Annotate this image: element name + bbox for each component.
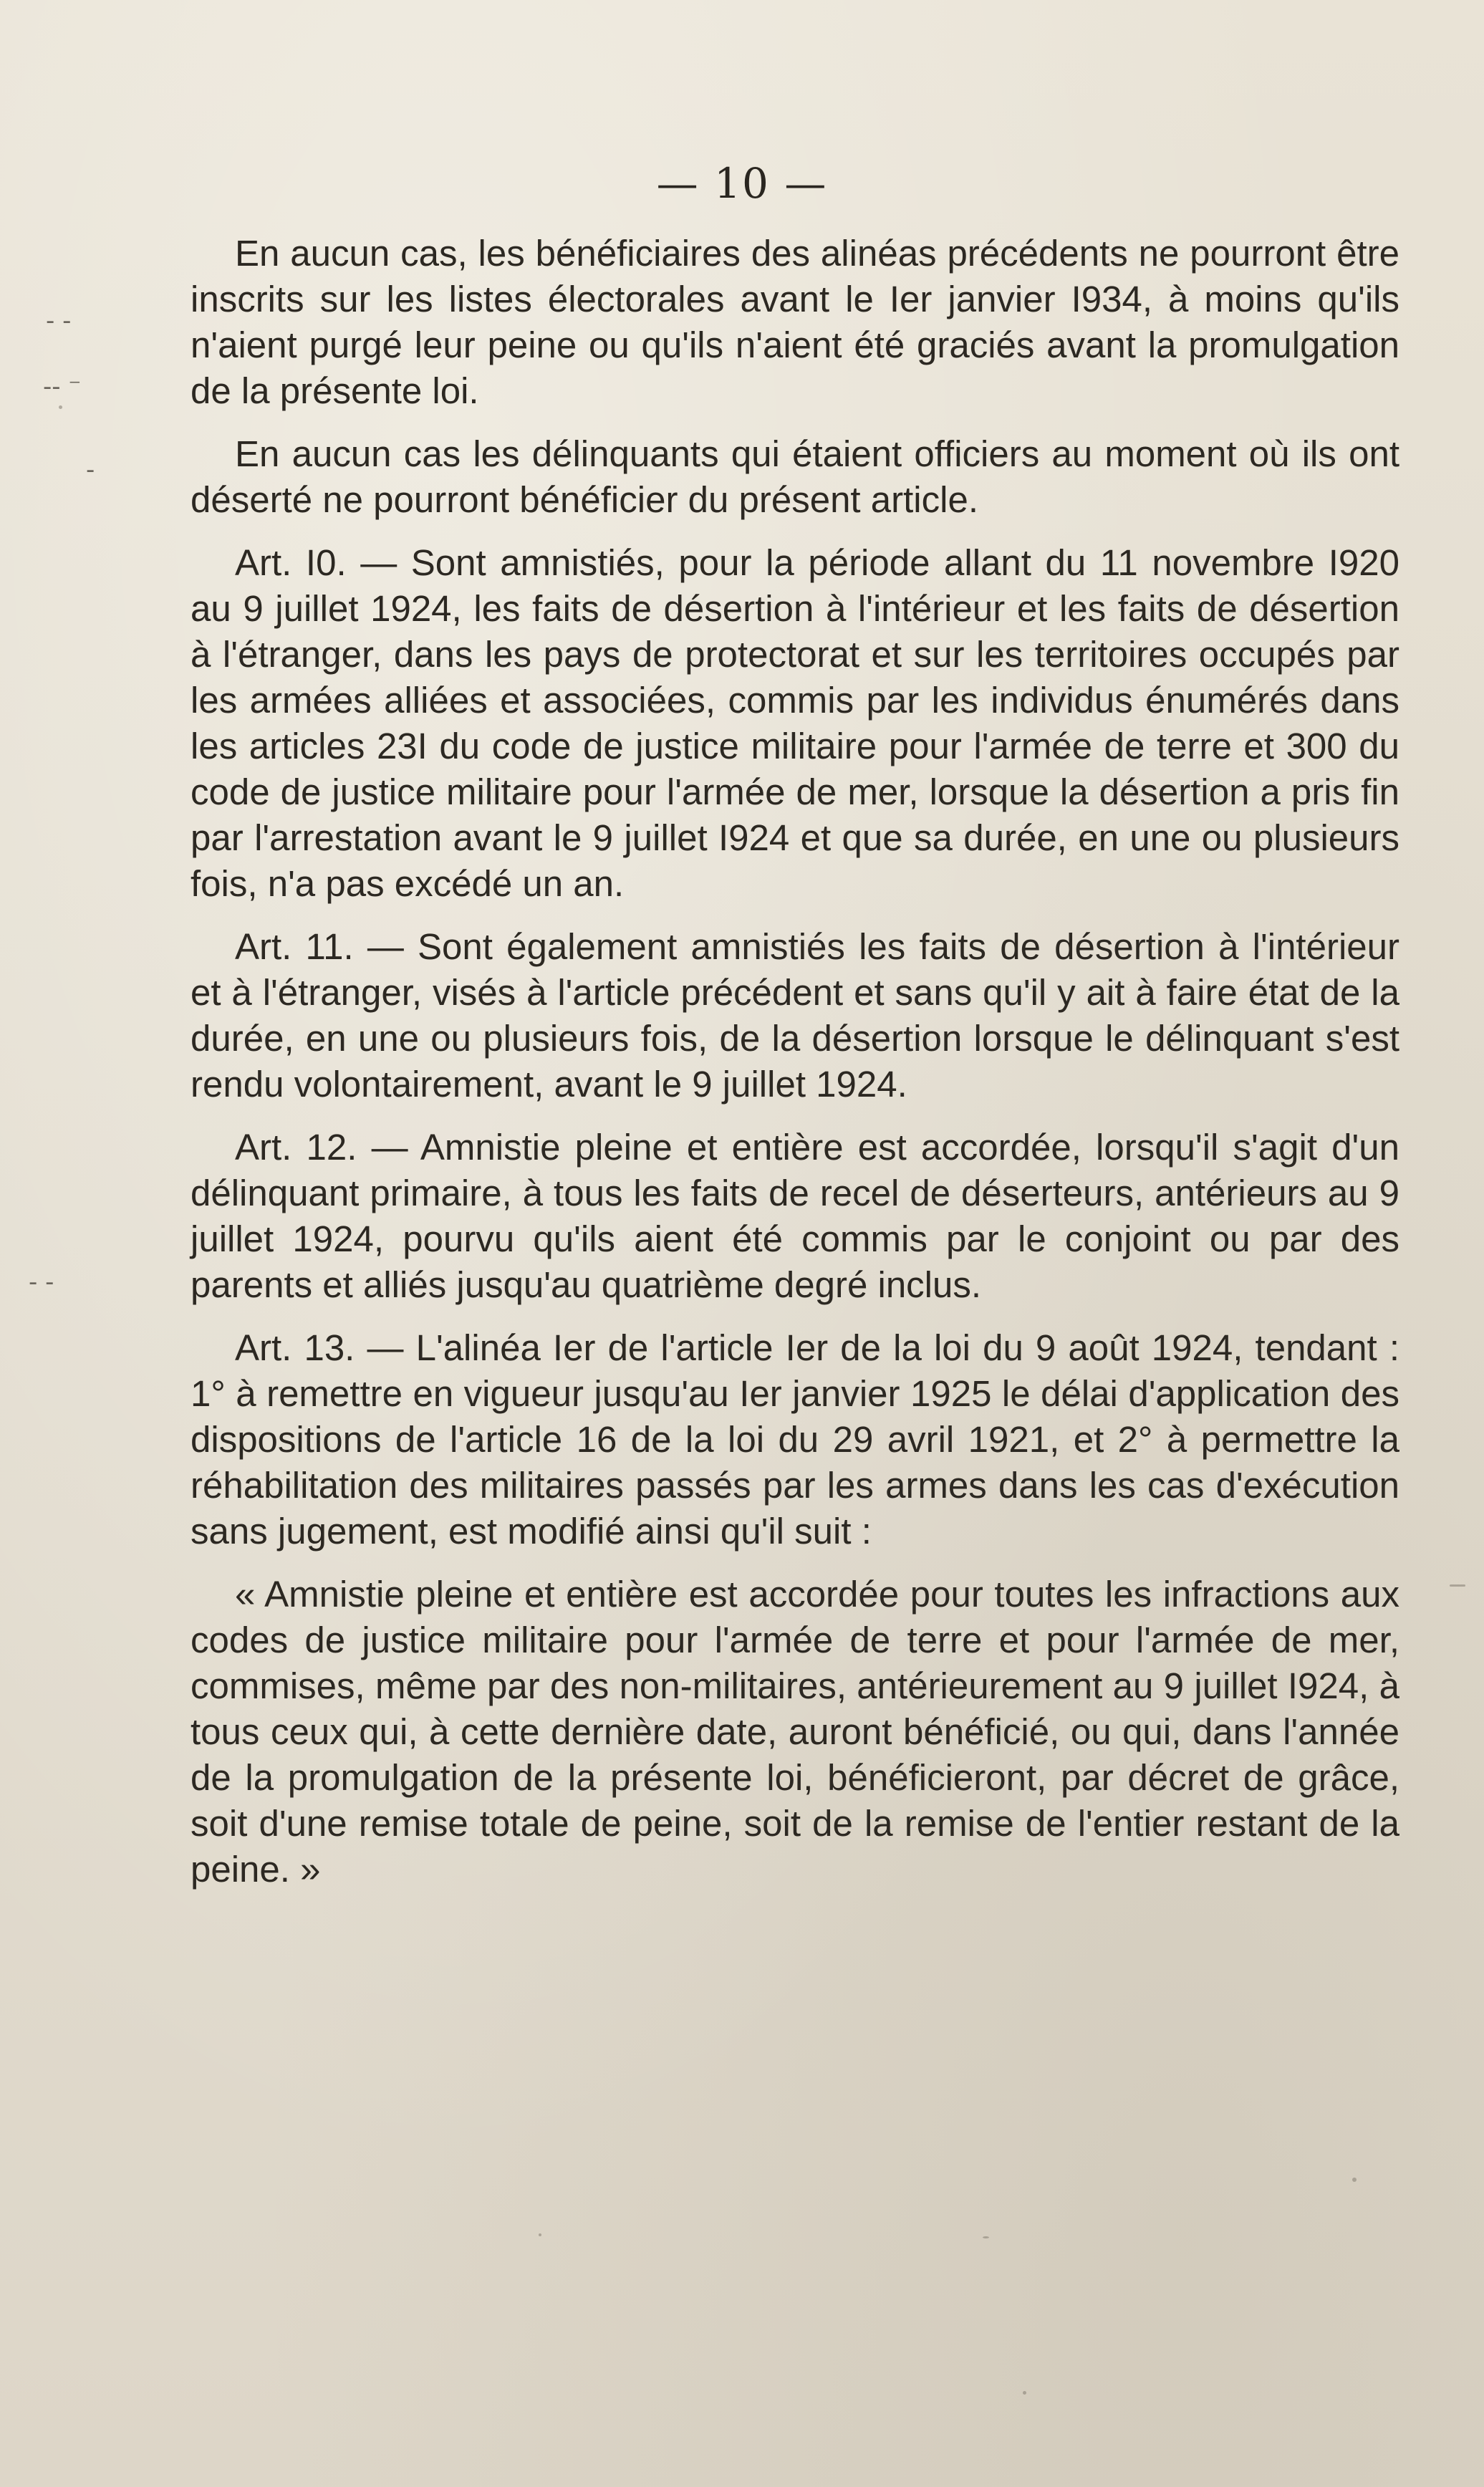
margin-mark: - — [86, 456, 95, 484]
margin-mark: ‐‐ ⁻ — [43, 372, 82, 401]
paragraph-quoted-amendment: « Amnistie pleine et entière est accordée pour toutes les infractions aux codes de justice militaire pour l'armée de terre et pour l'armée de mer, commises, même par des non-militaires, antérieurement au 9 juillet I924, à tous ceux qui, à cette dernière date, auront bénéficié, ou qui, dans l'année de la promulgation de la présente loi, bénéficieront, par décret de grâce, soit d'une remise totale de peine, soit de la remise de l'entier restant de la peine. » — [191, 1574, 1399, 1890]
paragraph-article-13: Art. 13. — L'alinéa Ier de l'article Ier de la loi du 9 août 1924, tendant : 1° à remettre en vigueur jusqu'au Ier janvier 1925 le délai d'application des dispositions de l'article 16 de la loi du 29 avril 1921, et 2° à permettre la réhabilitation des militaires passés par les armes dans les cas d'exécution sans jugement, est modifié ainsi qu'il suit : — [191, 1327, 1399, 1552]
paragraph-article-10: Art. I0. — Sont amnistiés, pour la période allant du 11 novembre I920 au 9 juillet 1924, les faits de désertion à l'intérieur et les faits de désertion à l'étranger, dans les pays de protectorat et sur les territoires occupés par les armées alliées et associées, commis par les individus énumérés dans les articles 23I du code de justice militaire pour l'armée de terre et 300 du code de justice militaire pour l'armée de mer, lorsque la désertion a pris fin par l'arrestation avant le 9 juillet I924 et que sa durée, en une ou plusieurs fois, n'a pas excédé un an. — [191, 542, 1399, 904]
paper-speck — [1352, 2178, 1357, 2182]
paragraph-officers: En aucun cas les délinquants qui étaient officiers au moment où ils ont déserté ne pourront bénéficier du présent article. — [191, 433, 1399, 520]
paragraph-article-12: Art. 12. — Amnistie pleine et entière est accordée, lorsqu'il s'agit d'un délinquant primaire, à tous les faits de recel de déserteurs, antérieurs au 9 juillet 1924, pourvu qu'ils aient été commis par le conjoint ou par des parents et alliés jusqu'au quatrième degré inclus. — [191, 1127, 1399, 1305]
margin-mark: - - — [46, 307, 72, 335]
paper-speck — [983, 2236, 989, 2238]
paper-speck — [59, 405, 62, 409]
paper-speck — [539, 2233, 541, 2236]
margin-mark: - ‐ — [29, 1268, 54, 1297]
page-number: — 10 — — [656, 159, 828, 208]
paper-speck — [1450, 1584, 1465, 1587]
paragraph-article-11: Art. 11. — Sont également amnistiés les faits de désertion à l'intérieur et à l'étranger, visés à l'article précédent et sans qu'il y ait à faire état de la durée, en une ou plusieurs fois, de la désertion lorsque le délinquant s'est rendu volontairement, avant le 9 juillet 1924. — [191, 926, 1399, 1105]
document-body — [191, 231, 1399, 1910]
paper-speck — [1023, 2391, 1026, 2395]
paragraph-eligibility: En aucun cas, les bénéficiaires des alinéas précédents ne pourront être inscrits sur les listes électorales avant le Ier janvier I934, à moins qu'ils n'aient purgé leur peine ou qu'ils n'aient été graciés avant la promulgation de la présente loi. — [191, 233, 1399, 411]
